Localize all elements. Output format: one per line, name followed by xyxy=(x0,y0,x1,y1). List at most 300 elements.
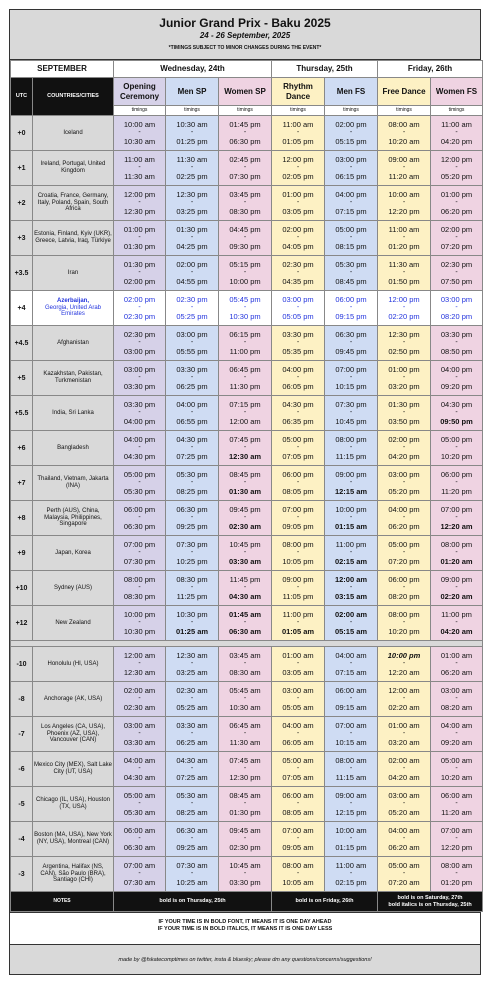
time-dash: - xyxy=(243,870,247,877)
utc-offset: -7 xyxy=(11,717,33,752)
time-cell-free-dance xyxy=(378,431,431,466)
end-time: 05:25 am xyxy=(176,703,208,712)
end-time: 08:45 pm xyxy=(335,277,367,286)
start-time: 03:30 am xyxy=(176,721,208,730)
end-time: 01:05 am xyxy=(281,627,315,636)
time-cell-men-sp xyxy=(166,857,219,892)
cities-header: COUNTRIES/CITIES xyxy=(33,78,114,116)
time-dash: - xyxy=(296,660,300,667)
table-row xyxy=(11,256,483,291)
time-dash: - xyxy=(296,765,300,772)
time-cell-men-sp xyxy=(166,717,219,752)
start-time: 12:00 pm xyxy=(123,190,156,199)
end-time: 05:20 am xyxy=(388,808,420,817)
table-row xyxy=(11,291,483,326)
time-cell-women-sp xyxy=(219,466,272,501)
time-dash: - xyxy=(138,409,141,416)
city-list xyxy=(33,256,114,291)
start-time: 06:00 pm xyxy=(440,470,473,479)
time-dash: - xyxy=(349,549,353,556)
time-dash: - xyxy=(190,835,194,842)
time-cell-men-fs xyxy=(325,857,378,892)
end-time: 10:30 am xyxy=(229,703,261,712)
time-dash: - xyxy=(455,304,458,311)
start-time: 06:00 am xyxy=(335,686,367,695)
end-time: 05:20 pm xyxy=(440,172,473,181)
utc-offset: +5.5 xyxy=(11,396,33,431)
timings-label: timings xyxy=(166,106,219,116)
start-time: 02:30 pm xyxy=(282,260,314,269)
time-cell-women-fs xyxy=(431,326,483,361)
end-time: 08:50 pm xyxy=(440,347,473,356)
time-dash: - xyxy=(349,269,353,276)
start-time: 07:00 am xyxy=(282,826,314,835)
time-dash: - xyxy=(402,514,406,521)
start-time: 06:00 pm xyxy=(282,470,314,479)
end-time: 08:15 pm xyxy=(335,242,367,251)
start-time: 02:00 pm xyxy=(123,295,156,304)
end-time: 09:15 pm xyxy=(335,312,367,321)
time-dash: - xyxy=(402,374,406,381)
end-time: 11:00 pm xyxy=(229,347,261,356)
start-time: 12:30 pm xyxy=(388,330,420,339)
end-time: 08:20 pm xyxy=(388,592,420,601)
time-dash: - xyxy=(190,304,194,311)
time-dash: - xyxy=(243,409,247,416)
time-cell-men-fs xyxy=(325,361,378,396)
time-dash: - xyxy=(190,444,194,451)
start-time: 04:00 am xyxy=(123,756,156,765)
city-primary: Iceland xyxy=(63,129,83,136)
time-dash: - xyxy=(296,444,300,451)
start-time: 03:00 am xyxy=(123,721,156,730)
end-time: 11:20 am xyxy=(388,172,420,181)
start-time: 03:45 am xyxy=(229,651,261,660)
start-time: 07:00 pm xyxy=(123,540,156,549)
city-primary: Kazakhstan, Pakistan, Turkmenistan xyxy=(43,371,103,384)
time-cell-women-sp xyxy=(219,256,272,291)
time-cell-rhythm-dance xyxy=(272,536,325,571)
end-time: 01:25 pm xyxy=(176,137,208,146)
city-secondary: Georgia, United Arab Emirates xyxy=(44,304,102,318)
time-cell-men-sp xyxy=(166,682,219,717)
city-list xyxy=(33,396,114,431)
start-time: 03:00 pm xyxy=(282,295,314,304)
time-cell-women-sp xyxy=(219,787,272,822)
time-cell-free-dance xyxy=(378,501,431,536)
credit-line: made by @fskatecomptimes on twitter, insta & bluesky; please dm any questions/concerns/suggestions! xyxy=(10,944,480,974)
time-dash: - xyxy=(402,129,406,136)
time-dash: - xyxy=(190,870,194,877)
start-time: 05:00 am xyxy=(440,756,473,765)
start-time: 08:45 pm xyxy=(229,470,261,479)
start-time: 12:00 pm xyxy=(388,295,420,304)
start-time: 03:00 pm xyxy=(176,330,208,339)
table-row xyxy=(11,431,483,466)
start-time: 10:45 pm xyxy=(229,540,261,549)
start-time: 06:45 pm xyxy=(229,365,261,374)
end-time: 03:30 pm xyxy=(123,382,156,391)
time-dash: - xyxy=(243,199,247,206)
end-time: 03:30 am xyxy=(123,738,156,747)
event-header-women-fs: Women FS xyxy=(431,78,483,106)
end-time: 06:35 pm xyxy=(282,417,314,426)
time-cell-men-fs xyxy=(325,606,378,641)
city-primary: Iran xyxy=(67,269,79,276)
end-time: 07:20 pm xyxy=(440,242,473,251)
time-cell-women-fs xyxy=(431,431,483,466)
city-primary: Azerbaijan, xyxy=(57,297,90,304)
time-dash: - xyxy=(190,730,194,737)
start-time: 02:30 pm xyxy=(440,260,473,269)
end-time: 06:15 pm xyxy=(335,172,367,181)
city-list xyxy=(33,466,114,501)
time-dash: - xyxy=(296,199,300,206)
start-time: 03:30 pm xyxy=(440,330,473,339)
time-dash: - xyxy=(138,234,141,241)
start-time: 04:30 pm xyxy=(176,435,208,444)
time-dash: - xyxy=(455,730,458,737)
table-row xyxy=(11,647,483,682)
time-cell-women-fs xyxy=(431,571,483,606)
city-primary: Thailand, Vietnam, Jakarta (INA) xyxy=(37,476,109,489)
time-cell-opening xyxy=(114,606,166,641)
start-time: 07:00 am xyxy=(335,721,367,730)
table-row xyxy=(11,186,483,221)
time-cell-men-sp xyxy=(166,606,219,641)
start-time: 01:00 am xyxy=(440,651,473,660)
start-time: 06:15 pm xyxy=(229,330,261,339)
start-time: 08:00 pm xyxy=(388,610,420,619)
end-time: 07:30 am xyxy=(123,878,156,887)
end-time: 05:15 pm xyxy=(335,137,367,146)
end-time: 08:30 pm xyxy=(123,592,156,601)
time-cell-free-dance xyxy=(378,752,431,787)
city-primary: India, Sri Lanka xyxy=(52,409,94,416)
start-time: 08:00 pm xyxy=(440,540,473,549)
start-time: 06:00 am xyxy=(282,791,314,800)
end-time: 09:50 pm xyxy=(440,417,473,426)
time-cell-women-fs xyxy=(431,361,483,396)
start-time: 02:00 am xyxy=(388,756,420,765)
time-dash: - xyxy=(296,164,300,171)
time-cell-women-sp xyxy=(219,116,272,151)
time-dash: - xyxy=(455,619,458,626)
city-list xyxy=(33,857,114,892)
start-time: 04:00 am xyxy=(282,721,314,730)
time-cell-opening xyxy=(114,466,166,501)
time-dash: - xyxy=(455,269,458,276)
end-time: 06:20 am xyxy=(388,843,420,852)
time-cell-women-fs xyxy=(431,221,483,256)
city-primary: Bangladesh xyxy=(57,444,89,451)
time-cell-rhythm-dance xyxy=(272,221,325,256)
time-cell-women-sp xyxy=(219,361,272,396)
time-cell-men-sp xyxy=(166,822,219,857)
time-dash: - xyxy=(349,835,353,842)
utc-offset: +7 xyxy=(11,466,33,501)
city-primary: Anchorage (AK, USA) xyxy=(43,695,103,702)
end-time: 01:30 pm xyxy=(229,808,261,817)
legend-bold: IF YOUR TIME IS IN BOLD FONT, IT MEANS IT IS ONE DAY AHEAD xyxy=(158,919,332,925)
end-time: 01:05 pm xyxy=(282,137,314,146)
end-time: 11:25 pm xyxy=(176,592,208,601)
time-cell-opening xyxy=(114,752,166,787)
end-time: 09:20 am xyxy=(440,738,473,747)
city-primary: Mexico City (MEX), Salt Lake City (UT, USA) xyxy=(34,762,113,775)
time-cell-women-fs xyxy=(431,256,483,291)
end-time: 09:05 pm xyxy=(282,522,314,531)
time-cell-women-fs xyxy=(431,466,483,501)
time-dash: - xyxy=(243,730,247,737)
end-time: 10:30 pm xyxy=(123,627,156,636)
end-time: 10:15 am xyxy=(335,738,367,747)
time-dash: - xyxy=(243,269,247,276)
time-cell-opening xyxy=(114,116,166,151)
time-cell-opening xyxy=(114,221,166,256)
city-list xyxy=(33,151,114,186)
table-row xyxy=(11,682,483,717)
city-list xyxy=(33,647,114,682)
time-dash: - xyxy=(349,695,353,702)
table-row xyxy=(11,752,483,787)
end-time: 04:30 pm xyxy=(123,452,156,461)
time-dash: - xyxy=(455,660,458,667)
timings-label: timings xyxy=(431,106,483,116)
time-dash: - xyxy=(296,409,300,416)
time-dash: - xyxy=(138,129,141,136)
page-title: Junior Grand Prix - Baku 2025 xyxy=(159,16,331,30)
time-dash: - xyxy=(190,800,194,807)
time-dash: - xyxy=(455,374,458,381)
end-time: 04:20 am xyxy=(440,627,473,636)
time-cell-men-fs xyxy=(325,186,378,221)
time-dash: - xyxy=(402,409,406,416)
time-dash: - xyxy=(138,549,141,556)
legend-bold-italic: IF YOUR TIME IS IN BOLD ITALICS, IT MEANS IT IS ONE DAY LESS xyxy=(157,926,333,933)
end-time: 07:20 am xyxy=(388,878,420,887)
time-cell-rhythm-dance xyxy=(272,787,325,822)
start-time: 02:00 pm xyxy=(282,225,314,234)
time-cell-men-sp xyxy=(166,536,219,571)
time-cell-men-fs xyxy=(325,571,378,606)
city-list xyxy=(33,431,114,466)
time-dash: - xyxy=(138,660,141,667)
start-time: 05:00 am xyxy=(388,861,420,870)
city-primary: Boston (MA, USA), New York (NY, USA), Montreal (CAN) xyxy=(34,832,112,845)
time-dash: - xyxy=(190,479,194,486)
start-time: 10:00 am xyxy=(123,120,156,129)
end-time: 10:20 pm xyxy=(388,627,420,636)
end-time: 03:25 pm xyxy=(176,207,208,216)
time-dash: - xyxy=(349,514,353,521)
start-time: 12:00 am xyxy=(388,686,420,695)
start-time: 11:00 am xyxy=(441,120,472,129)
time-cell-women-sp xyxy=(219,571,272,606)
time-cell-women-fs xyxy=(431,857,483,892)
start-time: 08:00 am xyxy=(388,120,420,129)
start-time: 09:00 pm xyxy=(440,575,473,584)
time-dash: - xyxy=(349,409,353,416)
note-fri xyxy=(378,892,483,912)
end-time: 12:15 am xyxy=(334,487,368,496)
utc-offset: +5 xyxy=(11,361,33,396)
time-dash: - xyxy=(402,269,406,276)
time-cell-men-fs xyxy=(325,787,378,822)
start-time: 02:30 pm xyxy=(176,295,208,304)
start-time: 12:00 am xyxy=(123,651,156,660)
time-dash: - xyxy=(296,800,300,807)
start-time: 11:00 pm xyxy=(282,610,314,619)
end-time: 04:55 pm xyxy=(176,277,208,286)
end-time: 04:20 pm xyxy=(388,452,420,461)
time-dash: - xyxy=(296,730,300,737)
time-cell-men-fs xyxy=(325,717,378,752)
timings-label: timings xyxy=(219,106,272,116)
end-time: 06:30 pm xyxy=(123,522,156,531)
time-cell-opening xyxy=(114,857,166,892)
timings-label: timings xyxy=(114,106,166,116)
time-cell-women-fs xyxy=(431,647,483,682)
start-time: 10:00 pm xyxy=(123,610,156,619)
start-time: 03:30 pm xyxy=(123,400,156,409)
start-time: 07:00 pm xyxy=(282,505,314,514)
time-cell-men-sp xyxy=(166,431,219,466)
time-dash: - xyxy=(455,870,458,877)
start-time: 07:30 am xyxy=(176,861,208,870)
start-time: 05:00 pm xyxy=(335,225,367,234)
time-cell-free-dance xyxy=(378,151,431,186)
end-time: 10:05 am xyxy=(282,878,314,887)
end-time: 02:50 pm xyxy=(388,347,420,356)
start-time: 04:00 pm xyxy=(440,365,473,374)
end-time: 10:00 pm xyxy=(229,277,261,286)
utc-offset: +8 xyxy=(11,501,33,536)
time-cell-opening xyxy=(114,571,166,606)
time-cell-men-fs xyxy=(325,822,378,857)
time-cell-opening xyxy=(114,361,166,396)
time-cell-rhythm-dance xyxy=(272,291,325,326)
time-dash: - xyxy=(243,514,247,521)
end-time: 01:30 pm xyxy=(123,242,156,251)
time-cell-free-dance xyxy=(378,396,431,431)
time-cell-women-fs xyxy=(431,151,483,186)
time-dash: - xyxy=(190,514,194,521)
start-time: 11:00 am xyxy=(388,225,420,234)
start-time: 07:00 am xyxy=(440,826,473,835)
time-cell-free-dance xyxy=(378,326,431,361)
end-time: 08:25 am xyxy=(176,808,208,817)
time-dash: - xyxy=(138,164,141,171)
start-time: 04:00 pm xyxy=(335,190,367,199)
utc-offset: +4 xyxy=(11,291,33,326)
start-time: 06:00 am xyxy=(440,791,473,800)
start-time: 12:00 pm xyxy=(282,155,314,164)
time-cell-women-sp xyxy=(219,396,272,431)
start-time: 08:00 am xyxy=(282,861,314,870)
start-time: 06:00 pm xyxy=(388,575,420,584)
city-primary: Perth (AUS), China, Malaysia, Philippines, Singapore xyxy=(44,507,102,528)
note-fri-bold: bold is on Saturday, 27th xyxy=(397,894,463,901)
start-time: 05:00 am xyxy=(123,791,156,800)
time-dash: - xyxy=(455,199,458,206)
time-dash: - xyxy=(138,269,141,276)
time-dash: - xyxy=(402,660,406,667)
time-dash: - xyxy=(296,129,300,136)
start-time: 09:00 pm xyxy=(282,575,314,584)
start-time: 10:00 am xyxy=(335,826,367,835)
start-time: 02:00 am xyxy=(123,686,156,695)
time-dash: - xyxy=(243,234,247,241)
time-dash: - xyxy=(296,374,300,381)
start-time: 04:00 pm xyxy=(282,365,314,374)
time-cell-women-fs xyxy=(431,822,483,857)
end-time: 12:30 pm xyxy=(123,207,156,216)
start-time: 03:00 pm xyxy=(123,365,156,374)
start-time: 05:15 pm xyxy=(229,260,261,269)
start-time: 05:30 pm xyxy=(176,470,208,479)
time-cell-free-dance xyxy=(378,857,431,892)
table-row xyxy=(11,396,483,431)
end-time: 06:30 am xyxy=(123,843,156,852)
city-primary: New Zealand xyxy=(55,619,91,626)
time-dash: - xyxy=(402,549,406,556)
time-dash: - xyxy=(190,129,194,136)
end-time: 06:25 pm xyxy=(176,382,208,391)
end-time: 07:25 am xyxy=(176,773,208,782)
end-time: 04:20 pm xyxy=(440,137,473,146)
time-cell-free-dance xyxy=(378,822,431,857)
time-cell-men-sp xyxy=(166,752,219,787)
end-time: 08:05 pm xyxy=(282,487,314,496)
end-time: 10:30 am xyxy=(123,137,156,146)
time-cell-women-sp xyxy=(219,221,272,256)
city-primary: Croatia, France, Germany, Italy, Poland, Spain, South Africa xyxy=(37,192,109,213)
time-dash: - xyxy=(190,695,194,702)
time-cell-opening xyxy=(114,717,166,752)
start-time: 06:00 pm xyxy=(335,295,367,304)
time-cell-men-fs xyxy=(325,536,378,571)
time-cell-women-fs xyxy=(431,682,483,717)
time-dash: - xyxy=(455,695,458,702)
time-dash: - xyxy=(296,695,300,702)
end-time: 02:30 am xyxy=(228,522,262,531)
time-cell-men-fs xyxy=(325,326,378,361)
city-primary: Sydney (AUS) xyxy=(54,584,93,591)
time-cell-free-dance xyxy=(378,186,431,221)
start-time: 07:45 pm xyxy=(229,435,261,444)
day-header-wed: Wednesday, 24th xyxy=(114,61,272,78)
start-time: 02:45 pm xyxy=(229,155,261,164)
time-cell-women-fs xyxy=(431,717,483,752)
end-time: 07:05 pm xyxy=(282,452,314,461)
time-cell-men-fs xyxy=(325,396,378,431)
time-cell-women-fs xyxy=(431,787,483,822)
table-row xyxy=(11,571,483,606)
time-cell-women-sp xyxy=(219,431,272,466)
time-cell-free-dance xyxy=(378,466,431,501)
time-cell-men-fs xyxy=(325,221,378,256)
city-primary: Los Angeles (CA, USA), Phoenix (AZ, USA), Vancouver (CAN) xyxy=(40,723,106,744)
time-cell-men-fs xyxy=(325,647,378,682)
time-dash: - xyxy=(349,660,353,667)
start-time: 12:00 am xyxy=(334,575,368,584)
start-time: 05:45 am xyxy=(229,686,261,695)
time-dash: - xyxy=(349,444,353,451)
time-cell-men-sp xyxy=(166,151,219,186)
time-dash: - xyxy=(296,234,300,241)
time-dash: - xyxy=(190,374,194,381)
